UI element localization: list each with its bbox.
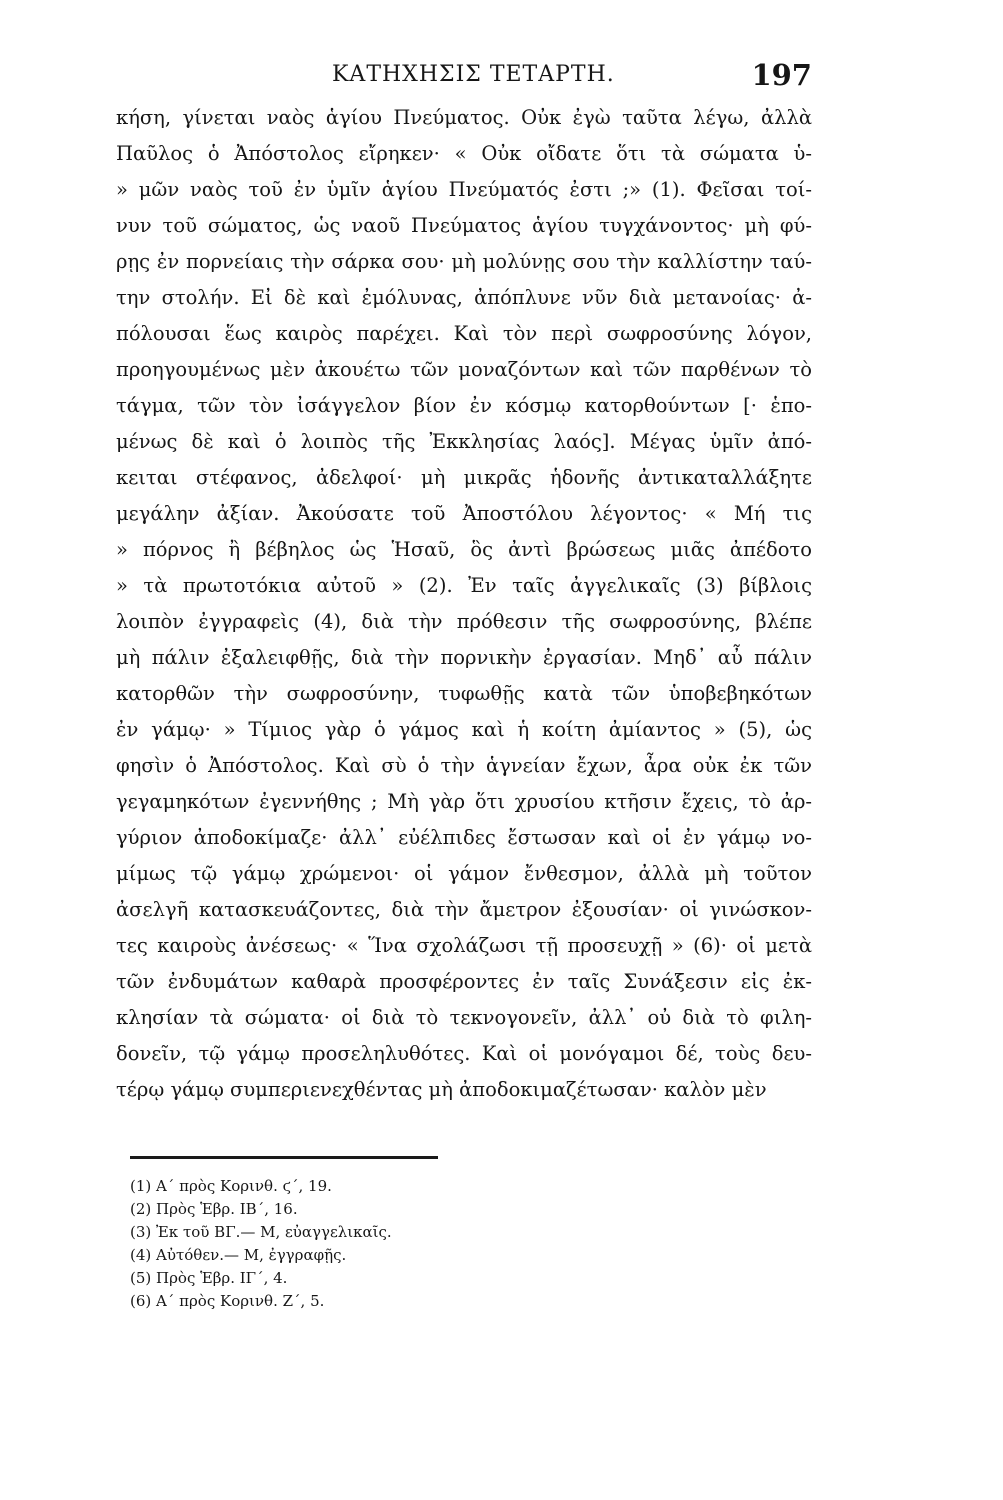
body-line: νυν τοῦ σώματος, ὡς ναοῦ Πνεύματος ἁγίου τυγχάνοντος· μὴ φύ- <box>116 214 812 237</box>
body-line: κειται στέφανος, ἀδελφοί· μὴ μικρᾶς ἡδονῆς ἀντικαταλλάξητε <box>116 466 812 489</box>
body-line: μίμως τῷ γάμῳ χρώμενοι· οἱ γάμον ἔνθεσμον, ἀλλὰ μὴ τοῦτον <box>116 862 812 885</box>
body-line: κατορθῶν τὴν σωφροσύνην, τυφωθῇς κατὰ τῶν ὑποβεβηκότων <box>116 682 812 705</box>
body-line: κήση, γίνεται ναὸς ἁγίου Πνεύματος. Οὐκ ἐγὼ ταῦτα λέγω, ἀλλὰ <box>116 106 812 129</box>
body-line: γεγαμηκότων ἐγεννήθης ; Μὴ γὰρ ὅτι χρυσίου κτῆσιν ἔχεις, τὸ ἀρ- <box>116 790 812 813</box>
footnote-rule <box>130 1156 438 1159</box>
body-line: τέρῳ γάμῳ συμπεριενεχθέντας μὴ ἀποδοκιμαζέτωσαν· καλὸν μὲν <box>116 1078 767 1101</box>
footnote: (6) Α΄ πρὸς Κορινθ. Ζ΄, 5. <box>130 1292 325 1310</box>
footnote: (2) Πρὸς Ἑβρ. ΙΒ΄, 16. <box>130 1200 298 1218</box>
running-head-title: ΚΑΤΗΧΗΣΙΣ ΤΕΤΑΡΤΗ. <box>332 62 615 87</box>
footnote: (3) Ἐκ τοῦ ΒΓ.— Μ, εὐαγγελικαῖς. <box>130 1223 392 1241</box>
footnote: (5) Πρὸς Ἑβρ. ΙΓ΄, 4. <box>130 1269 288 1287</box>
body-text <box>116 100 812 1108</box>
body-line: » πόρνος ἢ βέβηλος ὡς Ἡσαῦ, ὃς ἀντὶ βρώσεως μιᾶς ἀπέδοτο <box>116 538 812 561</box>
running-head <box>110 58 818 98</box>
body-line: » τὰ πρωτοτόκια αὐτοῦ » (2). Ἐν ταῖς ἀγγελικαῖς (3) βίβλοις <box>116 574 812 597</box>
body-line: πόλουσαι ἕως καιρὸς παρέχει. Καὶ τὸν περὶ σωφροσύνης λόγον, <box>116 322 812 345</box>
body-line: τες καιροὺς ἀνέσεως· « Ἵνα σχολάζωσι τῇ προσευχῇ » (6)· οἱ μετὰ <box>116 934 812 957</box>
body-line: μεγάλην ἀξίαν. Ἀκούσατε τοῦ Ἀποστόλου λέγοντος· « Μή τις <box>116 502 812 525</box>
body-line: μένως δὲ καὶ ὁ λοιπὸς τῆς Ἐκκλησίας λαός]. Μέγας ὑμῖν ἀπό- <box>116 430 812 453</box>
body-line: γύριον ἀποδοκίμαζε· ἀλλ᾽ εὐέλπιδες ἔστωσαν καὶ οἱ ἐν γάμῳ νο- <box>116 826 812 849</box>
footnotes <box>130 1175 730 1313</box>
body-line: λοιπὸν ἐγγραφεὶς (4), διὰ τὴν πρόθεσιν τῆς σωφροσύνης, βλέπε <box>116 610 812 633</box>
body-line: κλησίαν τὰ σώματα· οἱ διὰ τὸ τεκνογονεῖν, ἀλλ᾽ οὐ διὰ τὸ φιλη- <box>116 1006 812 1029</box>
page-number: 197 <box>751 58 812 92</box>
body-line: ἐν γάμῳ· » Τίμιος γὰρ ὁ γάμος καὶ ἡ κοίτη ἀμίαντος » (5), ὡς <box>116 718 812 741</box>
body-line: προηγουμένως μὲν ἀκουέτω τῶν μοναζόντων καὶ τῶν παρθένων τὸ <box>116 358 812 381</box>
body-line: ἀσελγῆ κατασκευάζοντες, διὰ τὴν ἄμετρον ἐξουσίαν· οἱ γινώσκον- <box>116 898 812 921</box>
body-line: φησὶν ὁ Ἀπόστολος. Καὶ σὺ ὁ τὴν ἁγνείαν ἔχων, ἆρα οὐκ ἐκ τῶν <box>116 754 812 777</box>
footnote: (4) Αὐτόθεν.— Μ, ἐγγραφῇς. <box>130 1246 347 1264</box>
body-line: την στολήν. Εἰ δὲ καὶ ἐμόλυνας, ἀπόπλυνε νῦν διὰ μετανοίας· ἀ- <box>116 286 812 309</box>
body-line: τάγμα, τῶν τὸν ἰσάγγελον βίον ἐν κόσμῳ κατορθούντων [· ἑπο- <box>116 394 812 417</box>
body-line: ρῃς ἐν πορνείαις τὴν σάρκα σου· μὴ μολύνῃς σου τὴν καλλίστην ταύ- <box>116 250 812 273</box>
body-line: δονεῖν, τῷ γάμῳ προσεληλυθότες. Καὶ οἱ μονόγαμοι δέ, τοὺς δευ- <box>116 1042 812 1065</box>
body-line: μὴ πάλιν ἐξαλειφθῇς, διὰ τὴν πορνικὴν ἐργασίαν. Μηδ᾽ αὖ πάλιν <box>116 646 812 669</box>
body-line: Παῦλος ὁ Ἀπόστολος εἴρηκεν· « Οὐκ οἴδατε ὅτι τὰ σώματα ὑ- <box>116 142 812 165</box>
footnote: (1) Α΄ πρὸς Κορινθ. ϛ΄, 19. <box>130 1177 332 1195</box>
body-line: » μῶν ναὸς τοῦ ἐν ὑμῖν ἁγίου Πνεύματός ἐστι ;» (1). Φεῖσαι τοί- <box>116 178 812 201</box>
body-line: τῶν ἐνδυμάτων καθαρὰ προσφέροντες ἐν ταῖς Συνάξεσιν εἰς ἐκ- <box>116 970 812 993</box>
